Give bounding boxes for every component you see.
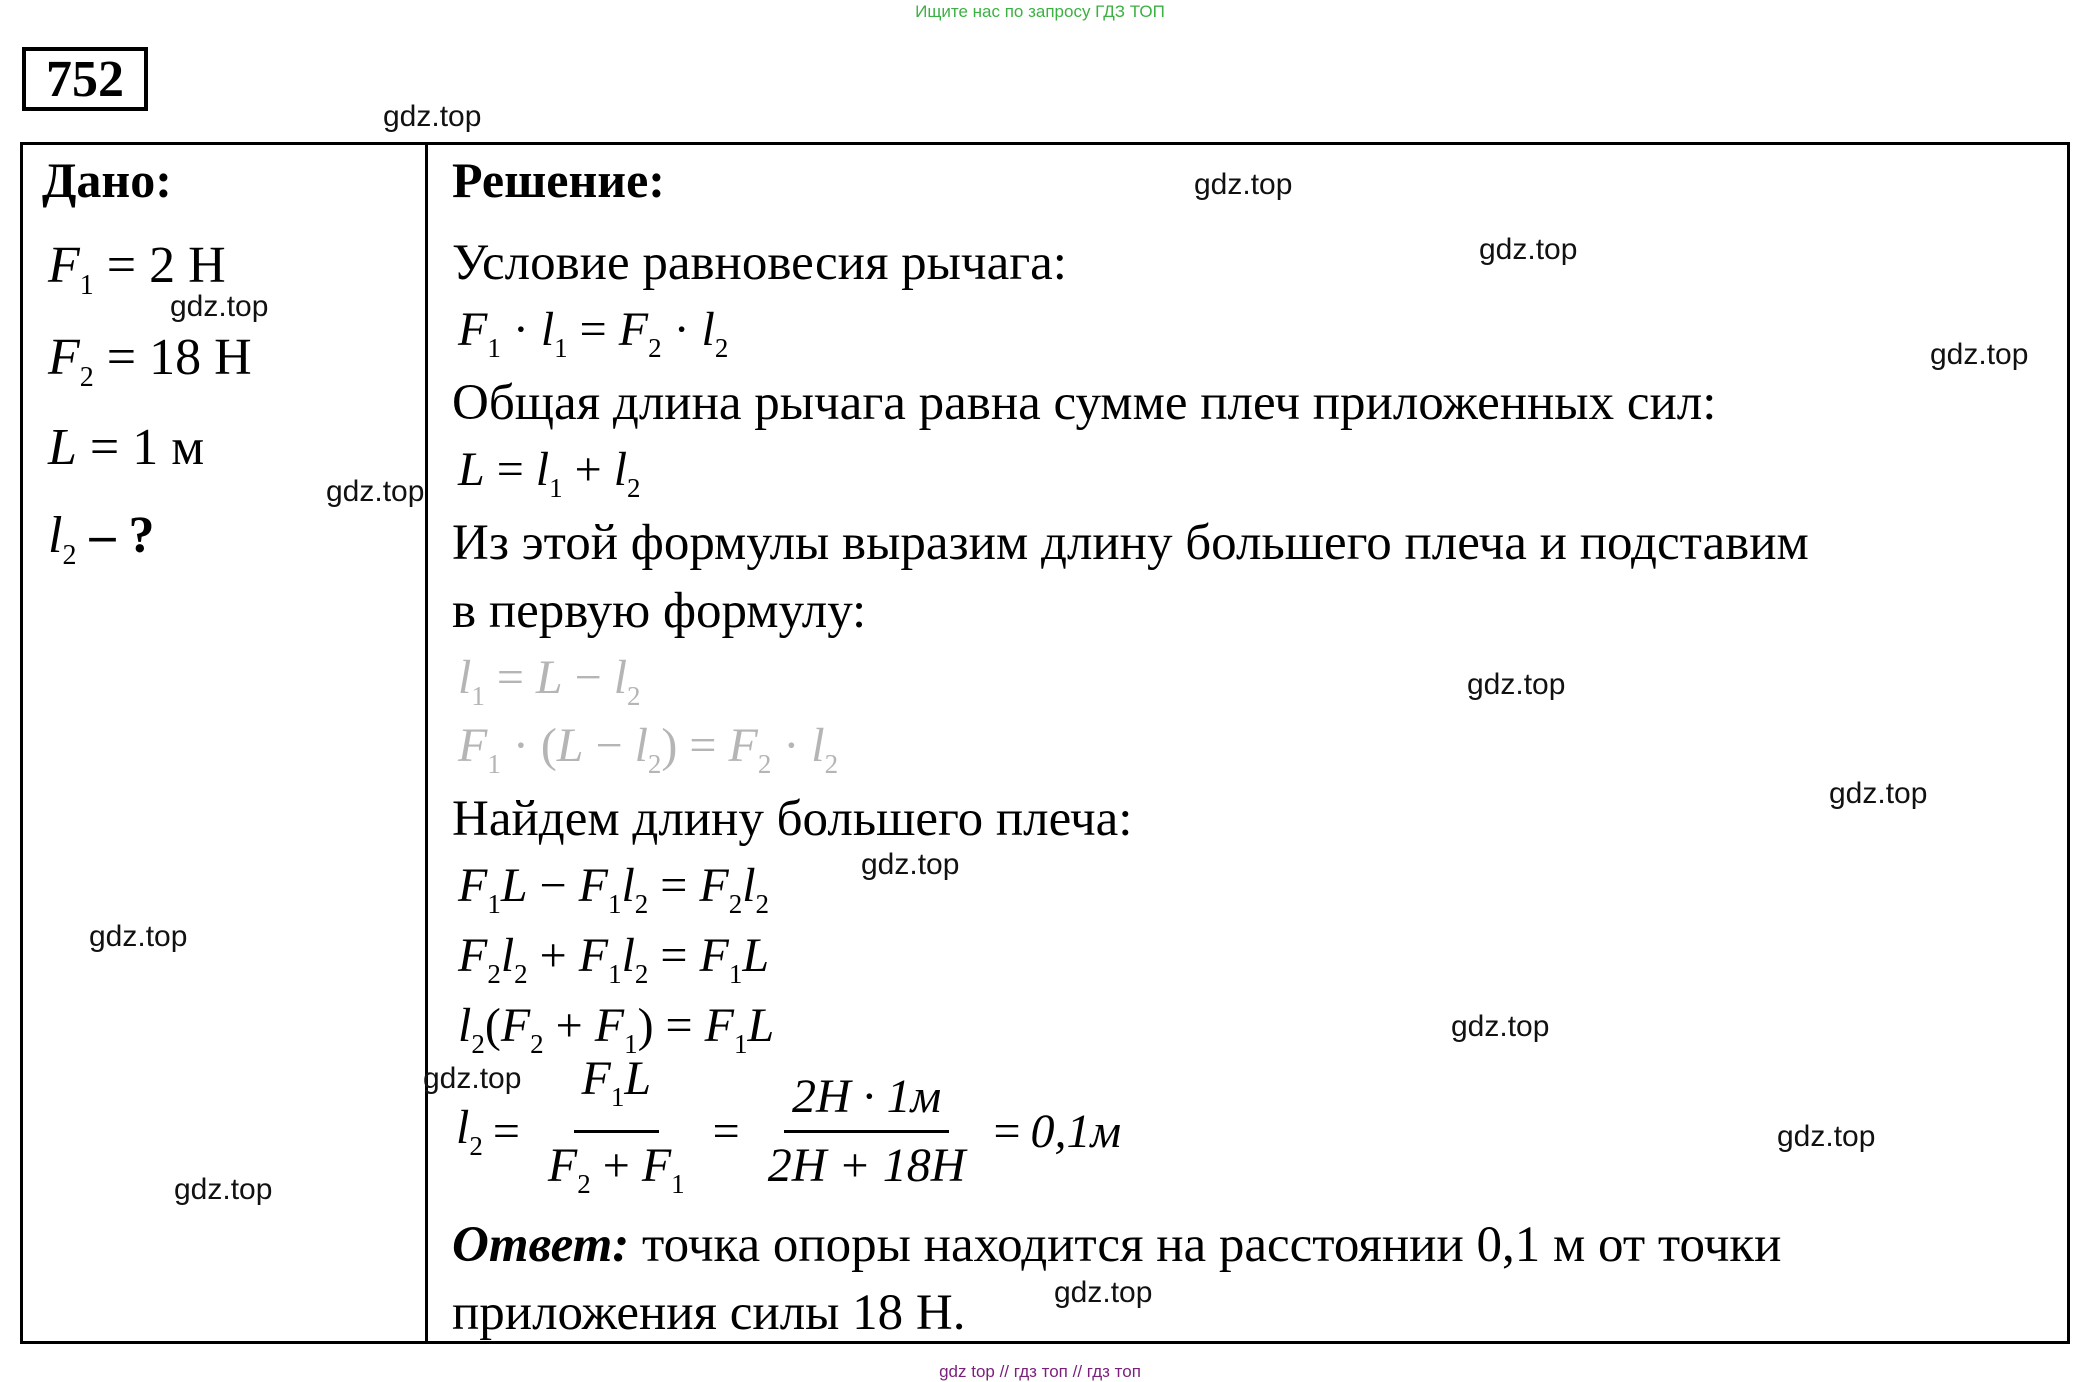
var: F bbox=[48, 329, 80, 386]
text-find: Найдем длину большего плеча: bbox=[452, 791, 1133, 847]
fraction-numerator bbox=[574, 1050, 660, 1133]
formula-step-2: $F_2l_2 + F_1l_2 = F_1L$ bbox=[458, 929, 770, 989]
num-tail: L bbox=[624, 1051, 652, 1105]
text-total-length: Общая длина рычага равна сумме плеч приложенных сил: bbox=[452, 375, 1717, 431]
watermark: gdz.top bbox=[1451, 1010, 1550, 1043]
sub: 2 bbox=[79, 362, 94, 393]
result-var: $l_2$ bbox=[456, 1101, 483, 1161]
text-express-1: Из этой формулы выразим длину большего плеча и подставим bbox=[452, 515, 1809, 571]
formula-equilibrium: $F_1 \cdot l_1 = F_2 \cdot l_2$ bbox=[458, 303, 729, 363]
top-banner[interactable]: Ищите нас по запросу ГДЗ ТОП bbox=[915, 2, 1165, 21]
num-sub: 1 bbox=[610, 1081, 625, 1112]
den-var-a: F bbox=[547, 1138, 578, 1192]
den-sub-a: 2 bbox=[577, 1168, 591, 1199]
watermark: gdz.top bbox=[1829, 777, 1928, 810]
sub: 1 bbox=[79, 270, 94, 301]
given-f2 bbox=[48, 328, 252, 408]
formula-step-1: $F_1L - F_1l_2 = F_2l_2$ bbox=[458, 859, 770, 919]
formula-total-length: $L = l_1 + l_2$ bbox=[458, 443, 641, 503]
value: – ? bbox=[76, 507, 155, 564]
watermark: gdz.top bbox=[89, 920, 188, 953]
watermark: gdz.top bbox=[1467, 668, 1566, 701]
watermark: gdz.top bbox=[1194, 168, 1293, 201]
equals-sign: = bbox=[712, 1104, 740, 1158]
problem-number: 752 bbox=[22, 47, 148, 111]
value: = 2 Н bbox=[93, 237, 226, 294]
formula-step-3: $l_2(F_2 + F_1) = F_1L$ bbox=[458, 999, 775, 1059]
fraction-numeric bbox=[760, 1068, 974, 1195]
numeric-numerator: 2H · 1м bbox=[784, 1068, 949, 1133]
answer-text: точка опоры находится на расстоянии 0,1 м от точки bbox=[629, 1217, 1782, 1273]
footer-links[interactable]: gdz top // гдз топ // гдз топ bbox=[939, 1362, 1141, 1381]
formula-substitute: $F_1 \cdot (L - l_2) = F_2 \cdot l_2$ bbox=[458, 719, 839, 779]
sub: 2 bbox=[62, 540, 77, 571]
den-plus: + bbox=[590, 1138, 642, 1192]
watermark: gdz.top bbox=[1479, 233, 1578, 266]
watermark: gdz.top bbox=[423, 1062, 522, 1095]
value: = 18 Н bbox=[93, 329, 252, 386]
text-equilibrium: Условие равновесия рычага: bbox=[452, 235, 1067, 291]
watermark: gdz.top bbox=[861, 848, 960, 881]
var: L bbox=[48, 419, 77, 476]
den-sub-b: 1 bbox=[671, 1168, 685, 1199]
watermark: gdz.top bbox=[1930, 338, 2029, 371]
text-express-2: в первую формулу: bbox=[452, 583, 867, 639]
given-length bbox=[48, 418, 204, 478]
watermark: gdz.top bbox=[326, 475, 425, 508]
equals-sign: = bbox=[492, 1104, 520, 1158]
equals-sign: = bbox=[993, 1104, 1021, 1158]
watermark: gdz.top bbox=[383, 100, 482, 133]
given-unknown bbox=[48, 506, 154, 586]
fraction-denominator bbox=[540, 1133, 693, 1213]
watermark: gdz.top bbox=[1777, 1120, 1876, 1153]
var: l bbox=[48, 507, 63, 564]
answer-line-2: приложения силы 18 Н. bbox=[452, 1285, 966, 1341]
fraction-symbolic bbox=[540, 1050, 693, 1213]
answer-line-1 bbox=[452, 1216, 1781, 1274]
watermark: gdz.top bbox=[170, 290, 269, 323]
solution-title: Решение: bbox=[452, 152, 665, 208]
numeric-denominator: 2H + 18H bbox=[767, 1138, 966, 1192]
formula-result bbox=[456, 1051, 1122, 1199]
watermark: gdz.top bbox=[1054, 1276, 1153, 1309]
den-var-b: F bbox=[641, 1138, 672, 1192]
answer-label: Ответ: bbox=[452, 1217, 630, 1273]
given-title: Дано: bbox=[42, 152, 172, 208]
result-value: 0,1м bbox=[1030, 1104, 1122, 1158]
var: F bbox=[48, 237, 80, 294]
value: = 1 м bbox=[76, 419, 205, 476]
formula-l1: $l_1 = L - l_2$ bbox=[458, 651, 641, 711]
watermark: gdz.top bbox=[174, 1173, 273, 1206]
column-divider bbox=[425, 142, 428, 1344]
num-var: F bbox=[581, 1051, 611, 1105]
